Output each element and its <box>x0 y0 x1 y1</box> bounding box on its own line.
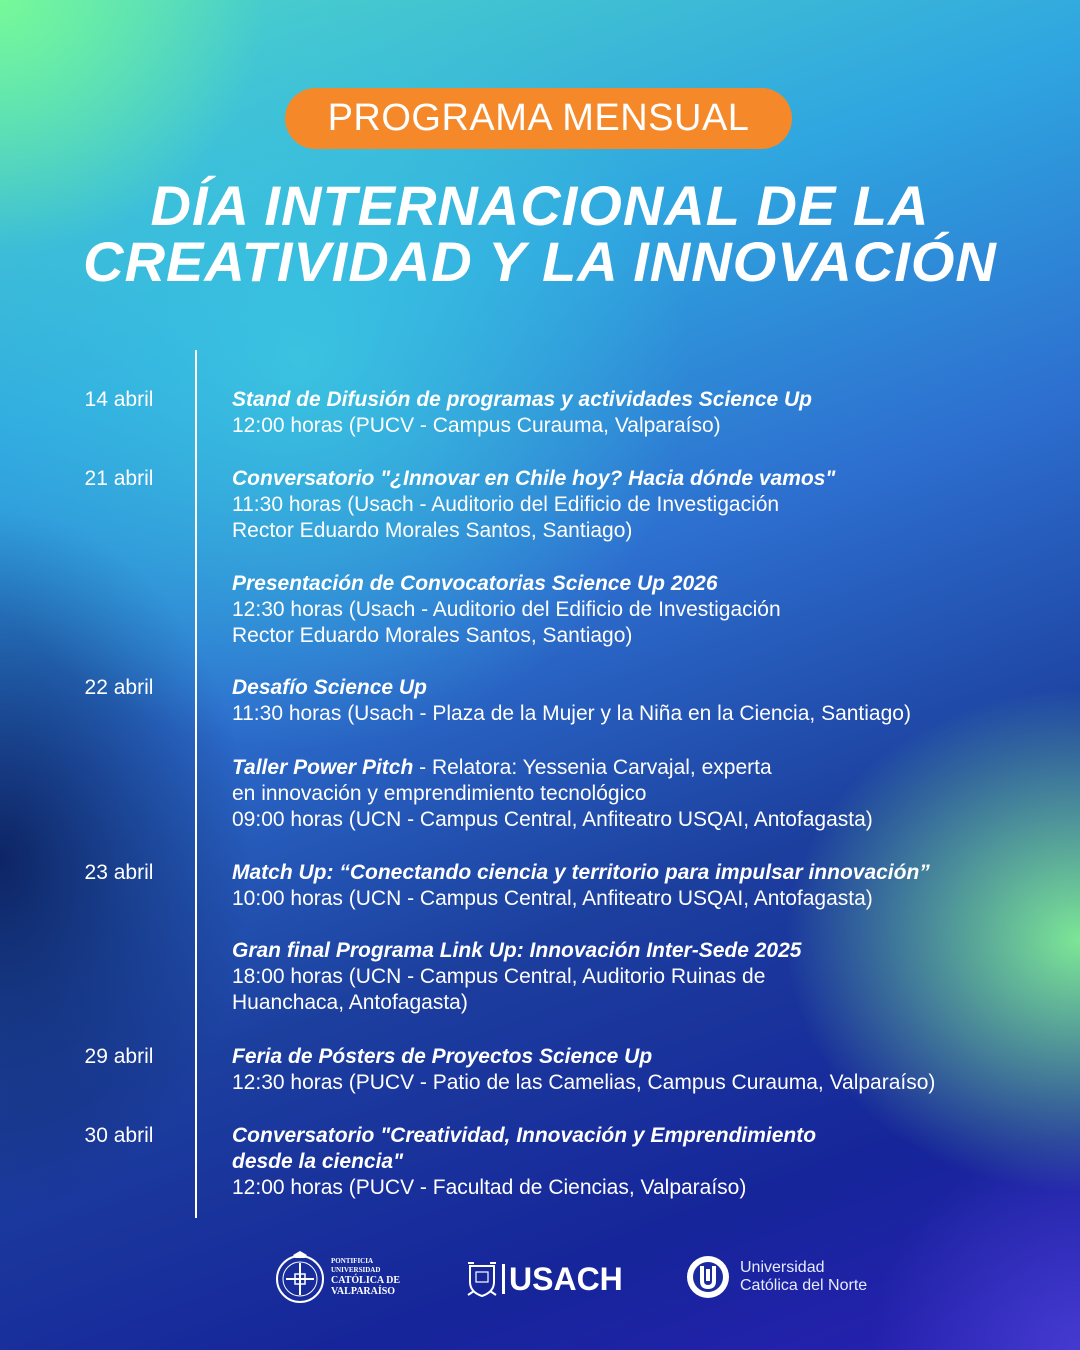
title-line-1: DÍA INTERNACIONAL DE LA <box>150 174 930 237</box>
ucn-wordmark: Universidad Católica del Norte <box>740 1259 868 1294</box>
event-title-suffix: - Relatora: Yessenia Carvajal, experta <box>413 756 772 779</box>
event-detail: 11:30 horas (Usach - Auditorio del Edificio de Investigación <box>232 493 780 516</box>
event-title: Match Up: “Conectando ciencia y territorio para impulsar innovación” <box>232 861 930 884</box>
title-line-2: CREATIVIDAD Y LA INNOVACIÓN <box>83 230 997 293</box>
event-date: 21 abril <box>84 467 154 490</box>
event-date: 22 abril <box>84 676 154 699</box>
usach-logo <box>466 1260 623 1298</box>
event-title: Stand de Difusión de programas y actividades Science Up <box>232 388 813 411</box>
pucv-logo <box>275 1249 400 1305</box>
pucv-wordmark: PONTIFICIA UNIVERSIDAD CATÓLICA DE VALPARAÍSO <box>331 1257 400 1297</box>
ucn-seal-icon <box>686 1255 730 1299</box>
event-date: 30 abril <box>84 1124 154 1147</box>
pucv-seal-icon <box>275 1249 325 1305</box>
event-detail: Rector Eduardo Morales Santos, Santiago) <box>232 519 633 542</box>
event-date: 14 abril <box>84 388 154 411</box>
program-badge <box>285 88 792 149</box>
usach-wordmark: USACH <box>502 1264 623 1294</box>
event-date: 23 abril <box>84 861 154 884</box>
event-detail: 12:30 horas (PUCV - Patio de las Camelias, Campus Curauma, Valparaíso) <box>232 1071 936 1094</box>
event-detail: 12:30 horas (Usach - Auditorio del Edificio de Investigación <box>232 598 781 621</box>
event-title: Conversatorio "¿Innovar en Chile hoy? Hacia dónde vamos" <box>232 467 836 490</box>
event-detail: 10:00 horas (UCN - Campus Central, Anfiteatro USQAI, Antofagasta) <box>232 887 873 910</box>
event-title: Feria de Pósters de Proyectos Science Up <box>232 1045 653 1068</box>
event-title: Presentación de Convocatorias Science Up 2026 <box>232 572 718 595</box>
timeline-divider <box>195 350 197 1218</box>
event-detail: 12:00 horas (PUCV - Campus Curauma, Valparaíso) <box>232 414 721 437</box>
event-title-line2: desde la ciencia" <box>232 1150 404 1173</box>
event-detail: 11:30 horas (Usach - Plaza de la Mujer y la Niña en la Ciencia, Santiago) <box>232 702 911 725</box>
event-title: Conversatorio "Creatividad, Innovación y Emprendimiento <box>232 1124 817 1147</box>
event-detail: 09:00 horas (UCN - Campus Central, Anfiteatro USQAI, Antofagasta) <box>232 808 873 831</box>
event-title: Desafío Science Up <box>232 676 427 699</box>
event-detail: 12:00 horas (PUCV - Facultad de Ciencias, Valparaíso) <box>232 1176 747 1199</box>
event-detail: Huanchaca, Antofagasta) <box>232 991 468 1014</box>
page-title <box>0 174 1080 293</box>
ucn-logo <box>686 1255 867 1299</box>
usach-crest-icon <box>466 1260 498 1298</box>
event-detail: Rector Eduardo Morales Santos, Santiago) <box>232 624 633 647</box>
event-title: Taller Power Pitch <box>232 756 414 779</box>
footer-logos <box>0 1245 1080 1315</box>
program-badge-label: PROGRAMA MENSUAL <box>327 97 750 139</box>
event-detail: 18:00 horas (UCN - Campus Central, Auditorio Ruinas de <box>232 965 766 988</box>
event-date: 29 abril <box>84 1045 154 1068</box>
event-title: Gran final Programa Link Up: Innovación Inter-Sede 2025 <box>232 939 802 962</box>
event-detail: en innovación y emprendimiento tecnológico <box>232 782 647 805</box>
